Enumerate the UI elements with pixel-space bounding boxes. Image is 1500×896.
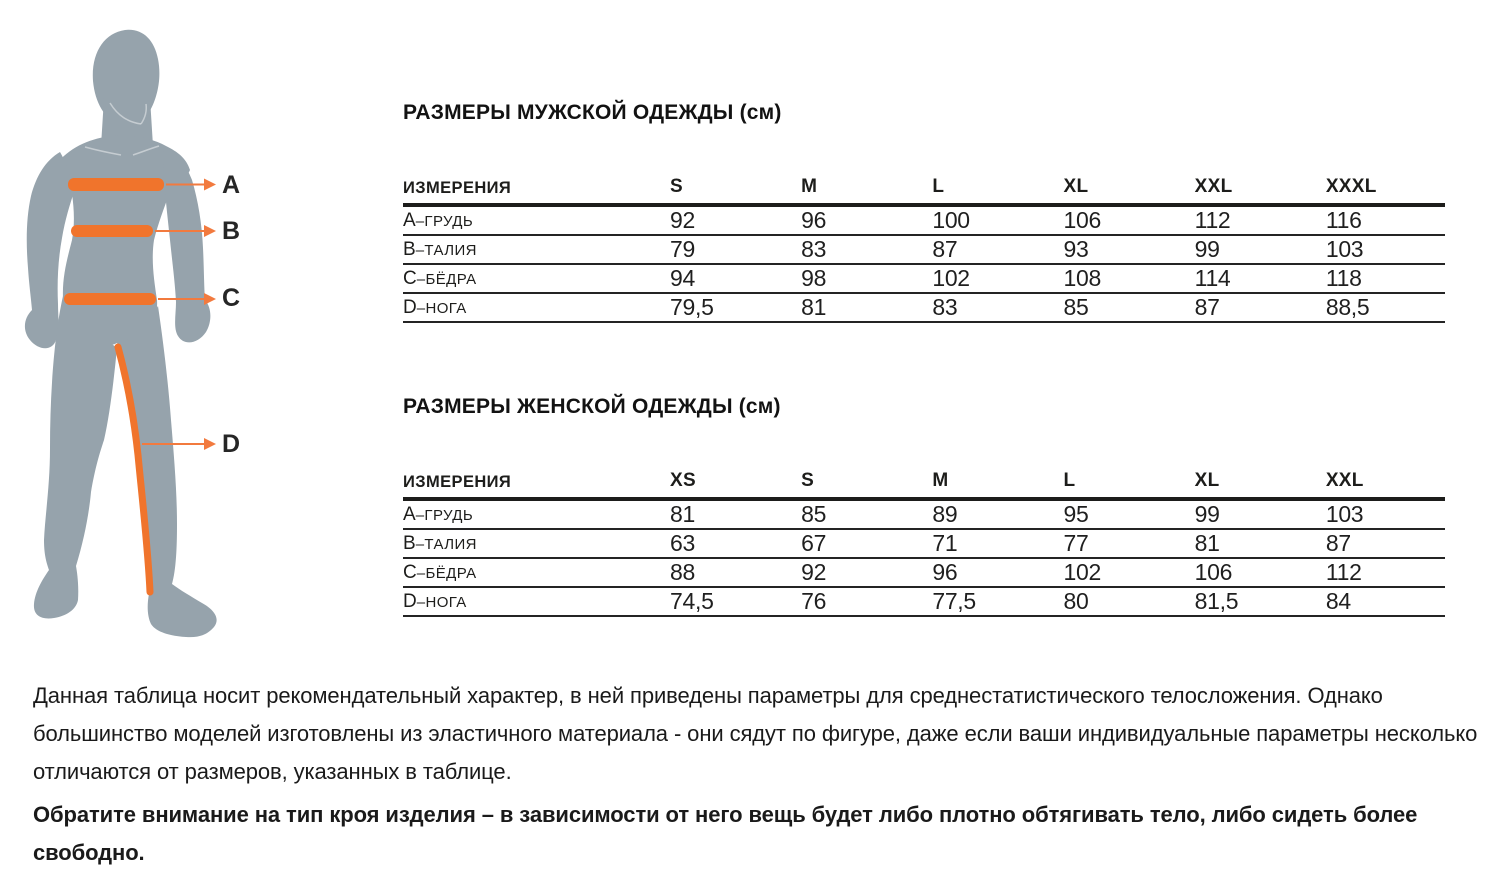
size-value: 99 <box>1194 501 1220 527</box>
row-label <box>403 562 658 584</box>
size-value: 85 <box>1063 294 1089 320</box>
size-value: 81,5 <box>1194 588 1239 614</box>
row-letter: D <box>403 590 417 612</box>
size-value: 83 <box>932 294 958 320</box>
size-value: 103 <box>1325 236 1364 262</box>
size-value: 93 <box>1063 236 1089 262</box>
size-value: 103 <box>1325 501 1364 527</box>
row-letter: A <box>403 209 416 231</box>
size-value: 77 <box>1063 530 1089 556</box>
row-letter: B <box>403 532 416 554</box>
hip-band <box>64 293 156 305</box>
size-value: 87 <box>1325 530 1351 556</box>
row-word: –БЁДРА <box>416 564 477 582</box>
header-measurements: ИЗМЕРЕНИЯ <box>403 179 512 197</box>
row-word: –ТАЛИЯ <box>415 241 477 259</box>
size-value: 108 <box>1063 265 1101 291</box>
row-letter: D <box>403 296 417 318</box>
header-size-s: S <box>670 176 683 197</box>
size-value: 116 <box>1325 207 1362 233</box>
size-value: 100 <box>932 207 970 233</box>
size-value: 81 <box>801 294 827 320</box>
men-row-waist <box>403 236 1445 265</box>
size-value: 80 <box>1063 588 1089 614</box>
row-word: –ГРУДЬ <box>415 506 474 524</box>
header-size-xs: XS <box>670 470 696 491</box>
header-measurements: ИЗМЕРЕНИЯ <box>403 473 512 491</box>
row-letter: C <box>403 267 417 289</box>
row-word: –ГРУДЬ <box>415 212 474 230</box>
size-value: 71 <box>932 530 958 556</box>
row-label <box>403 297 658 319</box>
size-value: 79 <box>670 236 695 262</box>
arrowhead-d <box>204 438 216 450</box>
measurement-label-b: B <box>222 217 241 245</box>
size-value: 88 <box>670 559 695 585</box>
size-value: 92 <box>670 207 695 233</box>
size-value: 77,5 <box>932 588 976 614</box>
row-label <box>403 591 658 613</box>
size-value: 81 <box>670 501 695 527</box>
size-value: 81 <box>1194 530 1220 556</box>
measurement-label-a: A <box>222 171 241 199</box>
row-letter: B <box>403 238 416 260</box>
row-letter: A <box>403 503 416 525</box>
note-paragraph-regular: Данная таблица носит рекомендательный характер, в ней приведены параметры для среднестатистического телосложения. Однако большинство моделей изготовлены из эластичного материала - они сядут по фигуре, даже если ваши индивидуальные параметры несколько отличаются от размеров, указанных в таблице. <box>33 683 1478 784</box>
row-label <box>403 504 658 526</box>
size-value: 106 <box>1063 207 1101 233</box>
header-size-l: L <box>1063 470 1076 491</box>
size-value: 102 <box>1063 559 1101 585</box>
row-word: –НОГА <box>416 299 467 317</box>
size-value: 67 <box>801 530 827 556</box>
size-value: 89 <box>932 501 958 527</box>
size-value: 94 <box>670 265 695 291</box>
size-value: 102 <box>932 265 970 291</box>
men-row-chest <box>403 207 1445 236</box>
header-size-xl: XL <box>1063 176 1089 197</box>
size-value: 74,5 <box>670 588 714 614</box>
header-size-xxxl: XXXL <box>1325 176 1377 197</box>
size-value: 118 <box>1325 265 1362 291</box>
size-value: 87 <box>1194 294 1220 320</box>
male-silhouette-svg <box>0 0 260 660</box>
row-letter: C <box>403 561 417 583</box>
arrowhead-b <box>204 225 216 237</box>
size-value: 99 <box>1194 236 1220 262</box>
chest-band <box>68 178 164 191</box>
size-value: 88,5 <box>1325 294 1370 320</box>
size-value: 114 <box>1194 265 1231 291</box>
header-size-s: S <box>801 470 815 491</box>
size-value: 106 <box>1194 559 1233 585</box>
note-paragraph-bold: Обратите внимание на тип кроя изделия – в зависимости от него вещь будет либо плотно обтягивать тело, либо сидеть более свободно. <box>33 802 1418 865</box>
row-word: –ТАЛИЯ <box>415 535 477 553</box>
size-value: 79,5 <box>670 294 714 320</box>
size-value: 98 <box>801 265 827 291</box>
row-word: –НОГА <box>416 593 467 611</box>
header-size-m: M <box>932 470 949 491</box>
size-value: 76 <box>801 588 827 614</box>
row-word: –БЁДРА <box>416 270 477 288</box>
men-row-leg <box>403 294 1445 323</box>
header-size-xxl: XXL <box>1325 470 1364 491</box>
header-size-m: M <box>801 176 818 197</box>
row-label <box>403 210 658 232</box>
row-label <box>403 268 658 290</box>
arrowhead-a <box>204 179 216 191</box>
size-value: 112 <box>1194 207 1231 233</box>
size-value: 85 <box>801 501 827 527</box>
row-label <box>403 533 658 555</box>
women-row-waist <box>403 530 1445 559</box>
size-value: 95 <box>1063 501 1089 527</box>
women-table-header-row <box>403 470 1445 501</box>
women-row-leg <box>403 588 1445 617</box>
size-value: 84 <box>1325 588 1351 614</box>
women-table-title: РАЗМЕРЫ ЖЕНСКОЙ ОДЕЖДЫ (см) <box>403 395 781 418</box>
arrowhead-c <box>204 293 216 305</box>
size-value: 96 <box>801 207 827 233</box>
size-value: 83 <box>801 236 827 262</box>
body-measurement-diagram <box>0 0 260 660</box>
silhouette-right-arm <box>164 148 211 342</box>
men-table-title: РАЗМЕРЫ МУЖСКОЙ ОДЕЖДЫ (см) <box>403 101 782 124</box>
size-value: 96 <box>932 559 958 585</box>
size-value: 87 <box>932 236 958 262</box>
measurement-label-d: D <box>222 430 241 458</box>
size-value: 112 <box>1325 559 1362 585</box>
header-size-l: L <box>932 176 945 197</box>
header-size-xxl: XXL <box>1194 176 1233 197</box>
women-sizes-table <box>403 470 1445 617</box>
women-row-hips <box>403 559 1445 588</box>
measurement-label-c: C <box>222 284 241 312</box>
row-label <box>403 239 658 261</box>
header-size-xl: XL <box>1194 470 1220 491</box>
men-table-header-row <box>403 176 1445 207</box>
silhouette-right-leg <box>118 306 217 637</box>
waist-band <box>71 225 153 237</box>
men-row-hips <box>403 265 1445 294</box>
women-row-chest <box>403 501 1445 530</box>
men-sizes-table <box>403 176 1445 323</box>
size-value: 63 <box>670 530 695 556</box>
size-value: 92 <box>801 559 827 585</box>
